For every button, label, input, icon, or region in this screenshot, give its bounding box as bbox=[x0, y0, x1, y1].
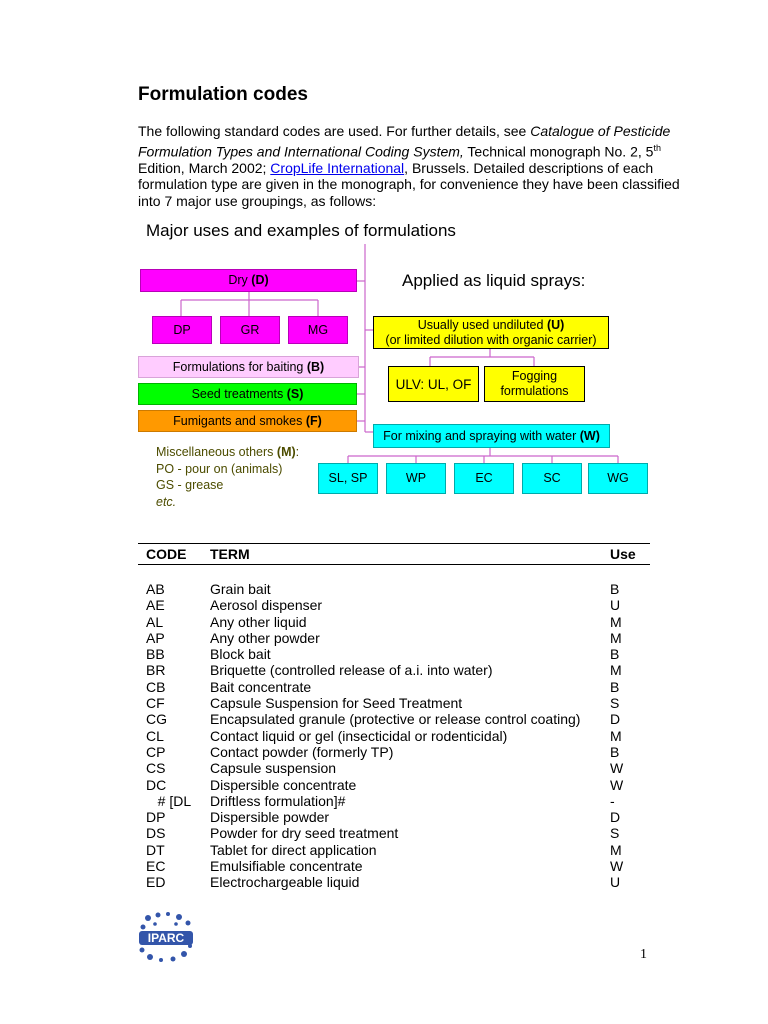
table-row bbox=[138, 695, 650, 711]
water-child-wp: WP bbox=[386, 463, 446, 494]
cell-use: W bbox=[610, 858, 624, 875]
intro-text-2: Technical monograph No. 2, 5 bbox=[463, 143, 654, 160]
fumigants-box bbox=[138, 410, 357, 432]
table-header-row bbox=[138, 544, 650, 565]
croplife-link[interactable]: CropLife International bbox=[270, 159, 405, 176]
cell-code: AP bbox=[146, 629, 165, 646]
cell-term: Any other powder bbox=[210, 629, 320, 646]
header-code: CODE bbox=[138, 544, 202, 565]
intro-text-3: Edition, March 2002; bbox=[138, 159, 271, 176]
cell-use: B bbox=[610, 646, 620, 663]
misc-others bbox=[156, 444, 299, 510]
cell-code: # [DL bbox=[146, 792, 192, 809]
table-row bbox=[138, 842, 650, 858]
undiluted-code: (U) bbox=[546, 317, 565, 332]
codes-table bbox=[138, 543, 650, 891]
table-row bbox=[138, 630, 650, 646]
fumigants-label: Fumigants and smokes bbox=[173, 413, 306, 428]
cell-code: AL bbox=[146, 613, 164, 630]
cell-use: W bbox=[610, 760, 624, 777]
catalogue-title: Catalogue of Pesticide Formulation Types and International Coding System, bbox=[138, 123, 671, 160]
table-row bbox=[138, 597, 650, 613]
cell-term: Encapsulated granule (protective or release control coating) bbox=[210, 711, 581, 728]
baiting-code: (B) bbox=[306, 359, 325, 374]
dry-child-gr: GR bbox=[220, 316, 280, 344]
cell-term: Capsule Suspension for Seed Treatment bbox=[210, 695, 463, 712]
table-row bbox=[138, 614, 650, 630]
cell-term: Dispersible concentrate bbox=[210, 776, 357, 793]
cell-code: AB bbox=[146, 581, 165, 597]
cell-term: Bait concentrate bbox=[210, 678, 312, 695]
cell-code: BB bbox=[146, 646, 165, 663]
cell-use: D bbox=[610, 711, 621, 728]
table-row bbox=[138, 858, 650, 874]
table-row bbox=[138, 744, 650, 760]
cell-term: Powder for dry seed treatment bbox=[210, 825, 399, 842]
cell-use: - bbox=[610, 792, 615, 809]
cell-code: AE bbox=[146, 597, 165, 614]
table-row bbox=[138, 679, 650, 695]
water-child-sl-sp: SL, SP bbox=[318, 463, 378, 494]
cell-term: Tablet for direct application bbox=[210, 841, 377, 858]
cell-use: S bbox=[610, 695, 620, 712]
table-row bbox=[138, 825, 650, 841]
table-row bbox=[138, 728, 650, 744]
table-row bbox=[138, 874, 650, 890]
cell-use: M bbox=[610, 629, 622, 646]
cell-term: Any other liquid bbox=[210, 613, 307, 630]
table-row bbox=[138, 793, 650, 809]
water-child-ec: EC bbox=[454, 463, 514, 494]
cell-code: DT bbox=[146, 841, 165, 858]
cell-term: Emulsifiable concentrate bbox=[210, 858, 363, 875]
cell-use: B bbox=[610, 581, 620, 597]
undiluted-box bbox=[373, 316, 609, 349]
cell-use: U bbox=[610, 874, 621, 891]
baiting-box bbox=[138, 356, 359, 378]
edition-superscript: th bbox=[653, 142, 661, 153]
table-row bbox=[138, 711, 650, 727]
cell-term: Capsule suspension bbox=[210, 760, 337, 777]
water-label: For mixing and spraying with water bbox=[383, 428, 580, 443]
table-row bbox=[138, 581, 650, 597]
cell-use: M bbox=[610, 662, 622, 679]
cell-code: CB bbox=[146, 678, 166, 695]
seed-label: Seed treatments bbox=[191, 386, 287, 401]
cell-use: B bbox=[610, 678, 620, 695]
cell-term: Driftless formulation]# bbox=[210, 792, 346, 809]
dry-label: Dry bbox=[228, 273, 252, 287]
water-code: (W) bbox=[579, 428, 600, 443]
codes-table-body bbox=[138, 565, 650, 891]
cell-term: Aerosol dispenser bbox=[210, 597, 323, 614]
liquid-sprays-title: Applied as liquid sprays: bbox=[402, 271, 586, 290]
table-row bbox=[138, 662, 650, 678]
cell-term: Dispersible powder bbox=[210, 809, 330, 826]
misc-etc: etc. bbox=[156, 494, 177, 509]
cell-code: BR bbox=[146, 662, 166, 679]
cell-use: M bbox=[610, 613, 622, 630]
water-child-wg: WG bbox=[588, 463, 648, 494]
cell-use: M bbox=[610, 841, 622, 858]
fumigants-code: (F) bbox=[305, 413, 322, 428]
fogging-line1: Fogging bbox=[511, 369, 558, 383]
dry-box bbox=[140, 269, 357, 292]
diagram-title: Major uses and examples of formulations bbox=[146, 221, 456, 240]
table-row bbox=[138, 809, 650, 825]
water-box bbox=[373, 424, 610, 448]
cell-use: D bbox=[610, 809, 621, 826]
cell-term: Electrochargeable liquid bbox=[210, 874, 360, 891]
header-use: Use bbox=[602, 544, 650, 565]
intro-text-4: , Brussels. Detailed descriptions of each formulation type are given in the monograph, for convenience they have been classified into 7 major use groupings, as follows: bbox=[138, 159, 680, 210]
cell-term: Grain bait bbox=[210, 581, 271, 597]
intro-text-1: The following standard codes are used. For further details, see bbox=[138, 123, 531, 139]
dry-child-mg: MG bbox=[288, 316, 348, 344]
misc-code: (M) bbox=[276, 445, 296, 459]
cell-code: DS bbox=[146, 825, 166, 842]
cell-code: DC bbox=[146, 776, 167, 793]
dry-child-dp: DP bbox=[152, 316, 212, 344]
cell-term: Block bait bbox=[210, 646, 271, 663]
dry-code: (D) bbox=[251, 273, 269, 287]
page-title: Formulation codes bbox=[138, 84, 308, 105]
fogging-line2: formulations bbox=[500, 384, 569, 398]
undiluted-sub: (or limited dilution with organic carrier) bbox=[385, 332, 597, 347]
baiting-label: Formulations for baiting bbox=[172, 359, 307, 374]
water-child-sc: SC bbox=[522, 463, 582, 494]
misc-pour-on: PO - pour on (animals) bbox=[156, 461, 283, 476]
logo-text: IPARC bbox=[147, 931, 185, 945]
cell-code: ED bbox=[146, 874, 166, 891]
seed-code: (S) bbox=[286, 386, 304, 401]
iparc-logo bbox=[138, 912, 194, 962]
cell-code: DP bbox=[146, 809, 166, 826]
cell-code: CP bbox=[146, 743, 166, 760]
table-row bbox=[138, 646, 650, 662]
header-term: TERM bbox=[202, 544, 602, 565]
cell-code: CG bbox=[146, 711, 167, 728]
misc-colon: : bbox=[295, 445, 300, 459]
undiluted-label: Usually used undiluted bbox=[417, 317, 547, 332]
cell-code: CF bbox=[146, 695, 165, 712]
cell-code: CL bbox=[146, 727, 164, 744]
page-number: 1 bbox=[640, 947, 647, 962]
table-row bbox=[138, 777, 650, 793]
cell-code: CS bbox=[146, 760, 166, 777]
misc-grease: GS - grease bbox=[156, 478, 224, 492]
cell-use: S bbox=[610, 825, 620, 842]
cell-code: EC bbox=[146, 858, 166, 875]
cell-use: U bbox=[610, 597, 621, 614]
table-row bbox=[138, 760, 650, 776]
cell-use: B bbox=[610, 743, 620, 760]
cell-term: Contact liquid or gel (insecticidal or rodenticidal) bbox=[210, 727, 508, 744]
cell-term: Contact powder (formerly TP) bbox=[210, 743, 394, 760]
seed-box bbox=[138, 383, 357, 405]
cell-term: Briquette (controlled release of a.i. into water) bbox=[210, 662, 493, 679]
cell-use: M bbox=[610, 727, 622, 744]
table-spacer bbox=[138, 565, 650, 582]
cell-use: W bbox=[610, 776, 624, 793]
ulv-box: ULV: UL, OF bbox=[388, 366, 479, 402]
misc-label: Miscellaneous others bbox=[156, 445, 277, 459]
fogging-box bbox=[484, 366, 585, 402]
